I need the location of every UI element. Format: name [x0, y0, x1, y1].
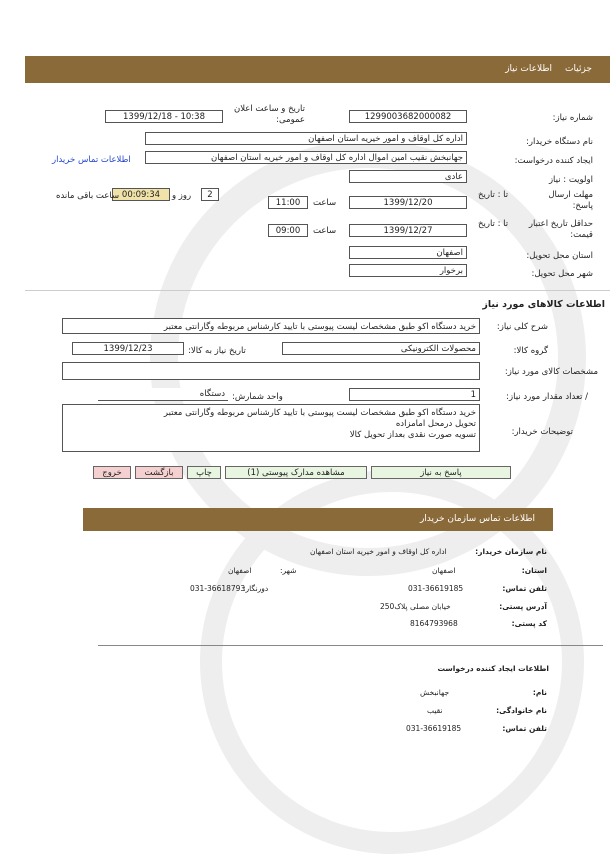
contact-city-value: اصفهان: [228, 566, 252, 575]
address-label: آدرس پستی:: [499, 602, 547, 611]
back-button[interactable]: بازگشت: [135, 466, 183, 479]
creator-name-value: جهانبخش: [420, 688, 450, 697]
province-label: استان محل تحویل:: [526, 251, 593, 261]
specs-label: مشخصات کالای مورد نیاز:: [504, 367, 598, 377]
remaining-label: ساعت باقی مانده: [56, 191, 120, 201]
contact-province-label: استان:: [521, 566, 547, 575]
notes-line: خرید دستگاه اکو طبق مشخصات لیست پیوستی با تایید کارشناس مربوطه وگارانتی معتبر: [163, 408, 476, 418]
phone-value: 031-36619185: [408, 584, 464, 593]
exit-button[interactable]: خروج: [93, 466, 131, 479]
summary-field: خرید دستگاه اکو طبق مشخصات لیست پیوستی با تایید کارشناس مربوطه وگارانتی معتبر: [62, 318, 480, 334]
days-remaining-field: 2: [201, 188, 219, 201]
need-number-field: 1299003682000082: [349, 110, 467, 123]
creator-family-label: نام خانوادگی:: [496, 706, 547, 715]
buyer-contact-link[interactable]: اطلاعات تماس خریدار: [52, 155, 131, 165]
buyer-label: نام دستگاه خریدار:: [526, 137, 593, 147]
creator-label: ایجاد کننده درخواست:: [514, 156, 593, 166]
page-header-bar: [25, 56, 610, 83]
notes-label: توضیحات خریدار:: [511, 427, 573, 437]
validity-time-label: ساعت: [313, 226, 337, 236]
qty-field: 1: [349, 388, 480, 401]
creator-info-title: اطلاعات ایجاد کننده درخواست: [437, 664, 549, 673]
phone-label: تلفن تماس:: [502, 584, 547, 593]
summary-label: شرح کلی نیاز:: [496, 322, 548, 332]
postal-label: کد پستی:: [511, 619, 547, 628]
divider: [98, 645, 603, 646]
priority-label: اولویت : نیاز: [548, 175, 593, 185]
deadline-label: مهلت ارسال پاسخ:: [548, 190, 593, 211]
group-label: گروه کالا:: [513, 346, 548, 356]
deadline-to: تا : تاریخ: [478, 190, 509, 200]
notes-line: تسویه صورت نقدی بعداز تحویل کالا: [349, 430, 476, 440]
deadline-date-field: 1399/12/20: [349, 196, 467, 209]
remaining-time-field: 00:09:34: [112, 188, 170, 201]
creator-family-value: نقیب: [427, 706, 443, 715]
validity-label: حداقل تاریخ اعتبار قیمت:: [528, 219, 593, 240]
deadline-time-label: ساعت: [313, 198, 337, 208]
province-field: اصفهان: [349, 246, 467, 259]
unit-field: دستگاه: [98, 388, 228, 401]
specs-field: [62, 362, 480, 380]
notes-field: [62, 404, 480, 452]
contact-city-label: شهر:: [280, 566, 297, 575]
contact-province-value: اصفهان: [432, 566, 456, 575]
org-label: نام سازمان خریدار:: [475, 547, 547, 556]
validity-time-field: 09:00: [268, 224, 308, 237]
need-number-label: شماره نیاز:: [552, 113, 593, 123]
fax-label: دورنگار:: [243, 584, 269, 593]
city-field: برخوار: [349, 264, 467, 277]
attachments-button[interactable]: مشاهده مدارک پیوستی (1): [225, 466, 367, 479]
notes-line: تحویل درمحل امامزاده: [395, 419, 476, 429]
reply-button[interactable]: پاسخ به نیاز: [371, 466, 511, 479]
qty-label: / تعداد مقدار مورد نیاز:: [506, 392, 588, 402]
contact-title: اطلاعات تماس سازمان خریدار: [419, 514, 535, 524]
need-date-label: تاریخ نیاز به کالا:: [188, 346, 246, 356]
creator-phone-value: 031-36619185: [406, 724, 462, 733]
need-date-field: 1399/12/23: [72, 342, 184, 355]
city-label: شهر محل تحویل:: [531, 269, 593, 279]
group-field: محصولات الکترونیکی: [282, 342, 480, 355]
days-label: روز و: [172, 191, 192, 201]
validity-date-field: 1399/12/27: [349, 224, 467, 237]
validity-to: تا : تاریخ: [478, 219, 509, 229]
print-button[interactable]: چاپ: [187, 466, 221, 479]
priority-field: عادی: [349, 170, 467, 183]
postal-value: 8164793968: [410, 619, 458, 628]
fax-value: 031-36618793: [190, 584, 246, 593]
address-value: خیابان مصلی پلاک250: [380, 602, 451, 611]
tab-need-info[interactable]: اطلاعات نیاز: [505, 64, 552, 74]
deadline-time-field: 11:00: [268, 196, 308, 209]
buyer-field: اداره کل اوقاف و امور خیریه استان اصفهان: [145, 132, 467, 145]
contact-header-bar: [83, 508, 553, 531]
divider: [25, 290, 610, 291]
creator-field: جهانبخش نقیب امین اموال اداره کل اوقاف و امور خیریه استان اصفهان: [145, 151, 467, 164]
org-value: اداره کل اوقاف و امور خیریه استان اصفهان: [310, 547, 447, 556]
unit-label: واحد شمارش:: [232, 392, 283, 402]
announce-label: تاریخ و ساعت اعلان عمومی:: [233, 104, 305, 125]
goods-section-title: اطلاعات کالاهای مورد نیاز: [482, 299, 605, 310]
tab-details[interactable]: جزئیات: [565, 64, 592, 74]
creator-name-label: نام:: [532, 688, 547, 697]
creator-phone-label: تلفن تماس:: [502, 724, 547, 733]
announce-field: 1399/12/18 - 10:38: [105, 110, 223, 123]
